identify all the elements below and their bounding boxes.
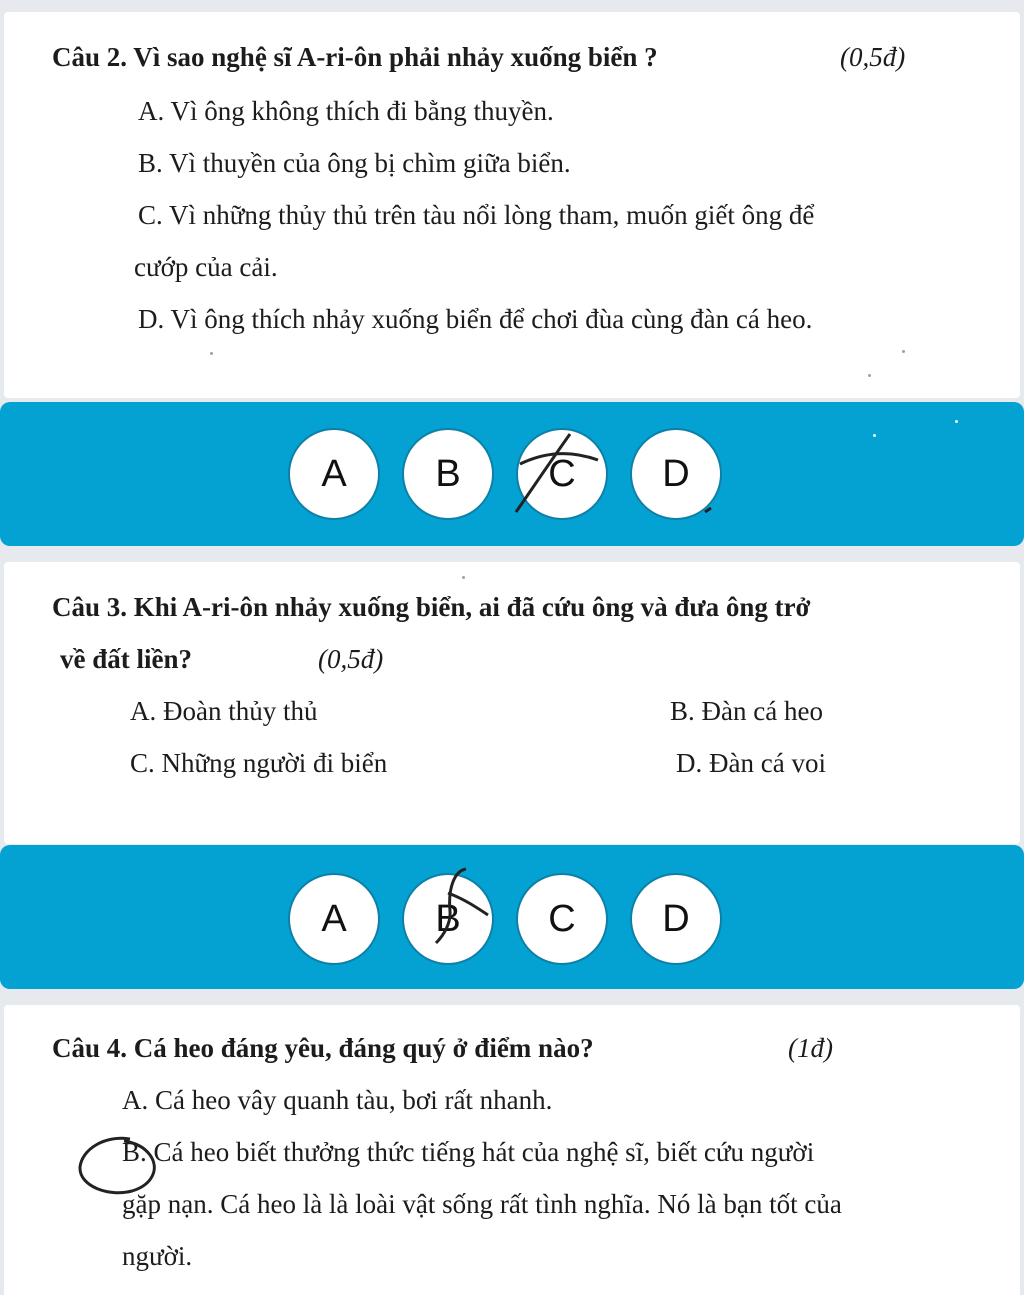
question-3-answer-band — [0, 845, 1024, 989]
q2-answer-c-button[interactable]: C — [516, 428, 608, 520]
question-2-answer-band — [0, 402, 1024, 546]
question-2-option-c-cont: cướp của cải. — [134, 252, 278, 282]
question-2-option-b: B. Vì thuyền của ông bị chìm giữa biển. — [138, 148, 571, 178]
q3-answer-d-button[interactable]: D — [630, 873, 722, 965]
question-3-option-a: A. Đoàn thủy thủ — [130, 696, 318, 726]
speck — [210, 352, 213, 355]
q3-answer-c-button[interactable]: C — [516, 873, 608, 965]
question-4-option-b-cont: gặp nạn. Cá heo là là loài vật sống rất tình nghĩa. Nó là bạn tốt của — [122, 1189, 842, 1219]
speck — [868, 374, 871, 377]
question-4-card — [4, 1005, 1020, 1295]
question-4-title: Câu 4. Cá heo đáng yêu, đáng quý ở điểm nào? — [52, 1033, 594, 1063]
question-4-option-b: B. Cá heo biết thưởng thức tiếng hát của nghệ sĩ, biết cứu người — [122, 1137, 815, 1167]
question-2-option-d: D. Vì ông thích nhảy xuống biển để chơi đùa cùng đàn cá heo. — [138, 304, 813, 334]
question-4-option-a: A. Cá heo vây quanh tàu, bơi rất nhanh. — [122, 1085, 553, 1115]
speck — [873, 434, 876, 437]
question-3-title-cont: về đất liền? — [60, 644, 192, 674]
question-4-option-b-cont2: người. — [122, 1241, 193, 1271]
question-4-points: (1đ) — [788, 1033, 833, 1063]
speck — [462, 576, 465, 579]
question-2-option-a: A. Vì ông không thích đi bằng thuyền. — [138, 96, 554, 126]
q2-answer-a-button[interactable]: A — [288, 428, 380, 520]
question-3-option-c: C. Những người đi biển — [130, 748, 388, 778]
q3-answer-a-button[interactable]: A — [288, 873, 380, 965]
q2-answer-b-button[interactable]: B — [402, 428, 494, 520]
question-2-points: (0,5đ) — [840, 42, 906, 72]
q2-answer-d-button[interactable]: D — [630, 428, 722, 520]
question-3-card — [4, 562, 1020, 844]
question-3-option-d: D. Đàn cá voi — [676, 748, 826, 778]
speck — [955, 420, 958, 423]
question-3-title: Câu 3. Khi A-ri-ôn nhảy xuống biển, ai đã cứu ông và đưa ông trở — [52, 592, 811, 622]
q3-answer-b-button[interactable]: B — [402, 873, 494, 965]
speck — [902, 350, 905, 353]
question-2-card — [4, 12, 1020, 398]
question-3-points: (0,5đ) — [318, 644, 384, 674]
question-3-option-b: B. Đàn cá heo — [670, 696, 823, 726]
question-2-option-c: C. Vì những thủy thủ trên tàu nổi lòng tham, muốn giết ông để — [138, 200, 815, 230]
question-2-title: Câu 2. Vì sao nghệ sĩ A-ri-ôn phải nhảy xuống biển ? — [52, 42, 658, 72]
